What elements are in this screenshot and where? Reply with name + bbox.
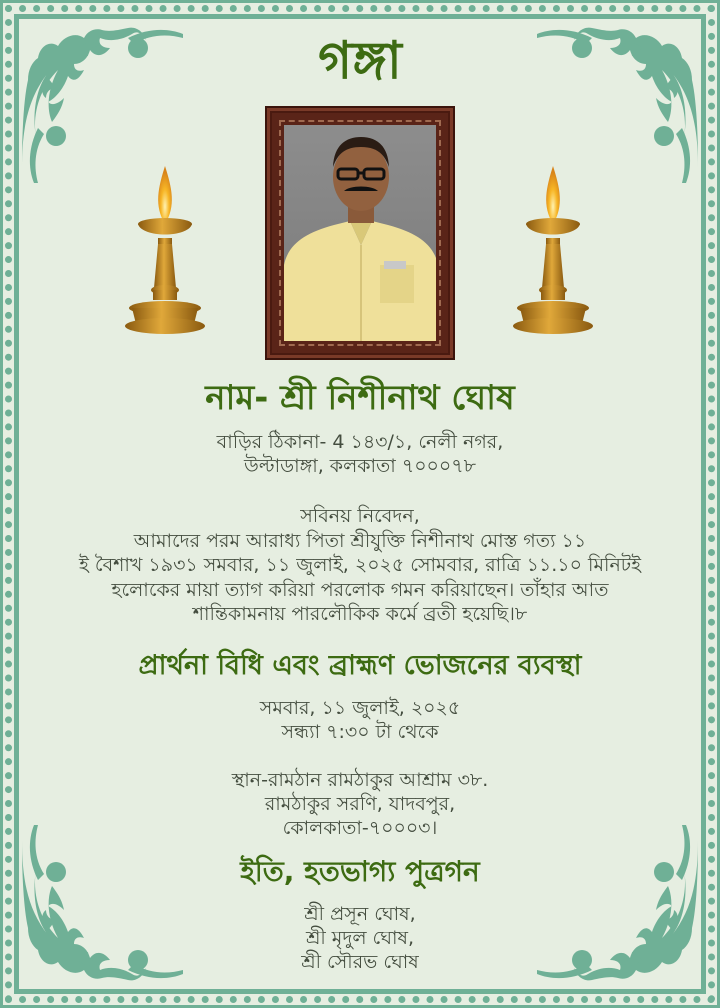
prayer-heading: প্রার্থনা বিধি এবং ব্রাহ্মণ ভোজনের ব্যবস্থা: [138, 650, 582, 681]
address-line: উল্টাডাঙ্গা, কলকাতা ৭০০০৭৮: [244, 455, 476, 477]
prayer-date-time: [0, 696, 720, 744]
son-name: শ্রী প্রসূন ঘোষ,: [304, 903, 416, 925]
venue-line: কোলকাতা-৭০০০৩।: [282, 817, 438, 839]
message-line: হলোকের মায়া ত্যাগ করিয়া পরলোক গমন করিয়াছেন। তাঁহার আত: [111, 578, 609, 601]
address: [0, 430, 720, 478]
oil-lamp-icon: [120, 158, 210, 348]
portrait-frame: [265, 106, 455, 360]
time-line: সন্ধ্যা ৭:৩০ টা থেকে: [281, 721, 439, 743]
sons-list: [0, 902, 720, 974]
message-line: শান্তিকামনায় পারলৌকিক কর্মে ব্রতী হয়েছি।৮: [192, 603, 528, 625]
date-line: সমবার, ১১ জুলাই, ২০২৫: [259, 697, 461, 719]
address-line: বাড়ির ঠিকানা- 4 ১৪৩/১, নেলী নগর,: [216, 431, 504, 453]
message-line: আমাদের পরম আরাধ্য পিতা শ্রীযুক্তি নিশীনাথ মোস্ত গত্য ১১: [133, 529, 587, 552]
portrait-photo: [284, 125, 436, 341]
deceased-name-heading: নাম- শ্রী নিশীনাথ ঘোষ: [205, 378, 515, 418]
venue: [0, 768, 720, 840]
son-name: শ্রী সৌরভ ঘোষ: [301, 951, 419, 973]
venue-line: রামঠাকুর সরণি, যাদবপুর,: [264, 793, 456, 815]
son-name: শ্রী মৃদুল ঘোষ,: [305, 927, 414, 949]
message-line: ই বৈশাখ ১৯৩১ সমবার, ১১ জুলাই, ২০২৫ সোমবার, রাত্রি ১১.১০ মিনিটই: [78, 554, 642, 576]
sons-heading: ইতি, হতভাগ্য পুত্রগন: [240, 855, 480, 888]
message-line: সবিনয় নিবেদন,: [300, 505, 420, 527]
announcement-message: [0, 504, 720, 627]
oil-lamp-icon: [508, 158, 598, 348]
person-silhouette-icon: [284, 125, 436, 341]
page-title: গঙ্গা: [318, 31, 402, 91]
venue-line: স্থান-রামঠান রামঠাকুর আশ্রাম ৩৮.: [231, 769, 489, 791]
